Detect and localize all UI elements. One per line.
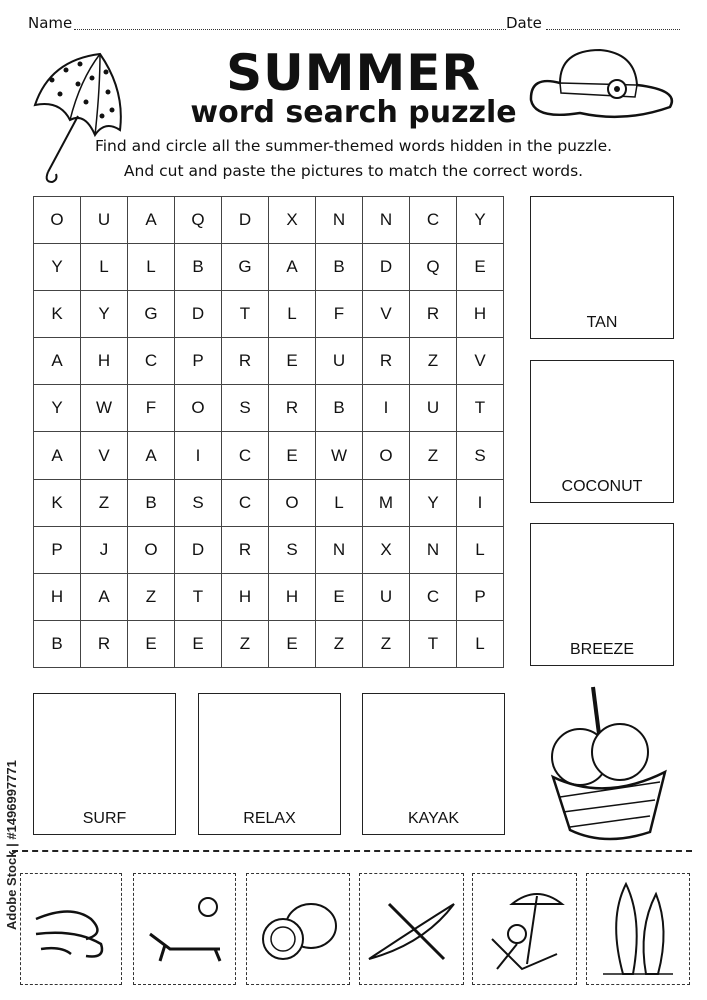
word-label: RELAX bbox=[243, 810, 296, 827]
grid-cell[interactable]: E bbox=[128, 621, 175, 668]
grid-cell[interactable]: M bbox=[363, 480, 410, 527]
grid-cell[interactable]: L bbox=[457, 621, 504, 668]
grid-cell[interactable]: U bbox=[81, 197, 128, 244]
kayak-icon bbox=[364, 889, 459, 969]
grid-cell[interactable]: O bbox=[34, 197, 81, 244]
grid-cell[interactable]: W bbox=[316, 432, 363, 479]
grid-cell[interactable]: E bbox=[316, 574, 363, 621]
grid-cell[interactable]: X bbox=[363, 527, 410, 574]
grid-cell[interactable]: B bbox=[34, 621, 81, 668]
page-subtitle: word search puzzle bbox=[190, 95, 517, 130]
name-label: Name bbox=[28, 14, 73, 32]
grid-cell[interactable]: R bbox=[269, 385, 316, 432]
grid-cell[interactable]: E bbox=[457, 244, 504, 291]
grid-cell[interactable]: E bbox=[269, 432, 316, 479]
grid-cell[interactable]: D bbox=[175, 291, 222, 338]
grid-cell[interactable]: I bbox=[457, 480, 504, 527]
grid-cell[interactable]: T bbox=[410, 621, 457, 668]
grid-cell[interactable]: I bbox=[363, 385, 410, 432]
grid-cell[interactable]: D bbox=[175, 527, 222, 574]
grid-cell[interactable]: H bbox=[34, 574, 81, 621]
grid-cell[interactable]: Q bbox=[410, 244, 457, 291]
cut-card-surf[interactable] bbox=[586, 873, 690, 985]
paste-box-relax[interactable] bbox=[198, 693, 341, 835]
grid-cell[interactable]: O bbox=[269, 480, 316, 527]
grid-cell[interactable]: N bbox=[316, 527, 363, 574]
grid-cell[interactable]: Y bbox=[457, 197, 504, 244]
cut-card-coconut[interactable] bbox=[246, 873, 350, 985]
grid-cell[interactable]: U bbox=[363, 574, 410, 621]
word-label: BREEZE bbox=[569, 641, 634, 658]
grid-cell[interactable]: S bbox=[222, 385, 269, 432]
grid-cell[interactable]: V bbox=[363, 291, 410, 338]
grid-cell[interactable]: F bbox=[128, 385, 175, 432]
grid-cell[interactable]: Q bbox=[175, 197, 222, 244]
paste-box-kayak[interactable] bbox=[362, 693, 505, 835]
grid-cell[interactable]: K bbox=[34, 480, 81, 527]
grid-cell[interactable]: E bbox=[269, 338, 316, 385]
word-label: TAN bbox=[586, 314, 618, 331]
grid-cell[interactable]: H bbox=[81, 338, 128, 385]
grid-cell[interactable]: Z bbox=[410, 338, 457, 385]
grid-cell[interactable]: L bbox=[316, 480, 363, 527]
grid-cell[interactable]: R bbox=[363, 338, 410, 385]
grid-cell[interactable]: P bbox=[34, 527, 81, 574]
grid-cell[interactable]: Z bbox=[410, 432, 457, 479]
grid-cell[interactable]: A bbox=[269, 244, 316, 291]
grid-cell[interactable]: H bbox=[457, 291, 504, 338]
grid-cell[interactable]: H bbox=[269, 574, 316, 621]
word-label: SURF bbox=[82, 810, 127, 827]
grid-cell[interactable]: S bbox=[457, 432, 504, 479]
grid-cell[interactable]: Y bbox=[34, 244, 81, 291]
grid-cell[interactable]: H bbox=[222, 574, 269, 621]
grid-cell[interactable]: C bbox=[410, 197, 457, 244]
paste-box-surf[interactable] bbox=[33, 693, 176, 835]
cut-card-kayak[interactable] bbox=[359, 873, 464, 985]
cut-card-relax[interactable] bbox=[472, 873, 577, 985]
grid-cell[interactable]: U bbox=[410, 385, 457, 432]
grid-cell[interactable]: R bbox=[410, 291, 457, 338]
grid-cell[interactable]: K bbox=[34, 291, 81, 338]
grid-cell[interactable]: A bbox=[34, 338, 81, 385]
grid-cell[interactable]: Z bbox=[316, 621, 363, 668]
grid-cell[interactable]: R bbox=[222, 338, 269, 385]
grid-cell[interactable]: Z bbox=[128, 574, 175, 621]
date-label: Date bbox=[506, 14, 542, 32]
grid-cell[interactable]: B bbox=[316, 244, 363, 291]
grid-cell[interactable]: G bbox=[128, 291, 175, 338]
grid-cell[interactable]: C bbox=[410, 574, 457, 621]
grid-cell[interactable]: S bbox=[175, 480, 222, 527]
instruction-line: Find and circle all the summer-themed words hidden in the puzzle. bbox=[94, 137, 613, 155]
cut-line bbox=[12, 850, 692, 852]
sunbed-icon bbox=[140, 889, 230, 969]
date-field[interactable] bbox=[546, 18, 680, 30]
grid-cell[interactable]: L bbox=[128, 244, 175, 291]
grid-cell[interactable]: E bbox=[269, 621, 316, 668]
grid-cell[interactable]: I bbox=[175, 432, 222, 479]
cut-card-wind[interactable] bbox=[20, 873, 122, 985]
surfboards-icon bbox=[598, 879, 678, 979]
grid-cell[interactable]: Y bbox=[81, 291, 128, 338]
grid-cell[interactable]: Z bbox=[222, 621, 269, 668]
grid-cell[interactable]: V bbox=[457, 338, 504, 385]
grid-cell[interactable]: C bbox=[222, 480, 269, 527]
grid-cell[interactable]: G bbox=[222, 244, 269, 291]
grid-cell[interactable]: L bbox=[457, 527, 504, 574]
grid-cell[interactable]: C bbox=[128, 338, 175, 385]
word-search-grid bbox=[33, 196, 504, 668]
ice-cream-icon bbox=[545, 682, 670, 852]
grid-cell[interactable]: T bbox=[222, 291, 269, 338]
grid-cell[interactable]: S bbox=[269, 527, 316, 574]
side-watermark: Adobe Stock | #1496997771 bbox=[4, 760, 19, 930]
grid-cell[interactable]: N bbox=[316, 197, 363, 244]
grid-cell[interactable]: A bbox=[128, 197, 175, 244]
grid-cell[interactable]: F bbox=[316, 291, 363, 338]
grid-cell[interactable]: A bbox=[128, 432, 175, 479]
grid-cell[interactable]: A bbox=[34, 432, 81, 479]
grid-cell[interactable]: Z bbox=[81, 480, 128, 527]
grid-cell[interactable]: U bbox=[316, 338, 363, 385]
paste-box-tan[interactable] bbox=[530, 196, 674, 339]
grid-cell[interactable]: R bbox=[81, 621, 128, 668]
paste-box-coconut[interactable] bbox=[530, 360, 674, 503]
paste-box-breeze[interactable] bbox=[530, 523, 674, 666]
grid-cell[interactable]: O bbox=[175, 385, 222, 432]
grid-cell[interactable]: B bbox=[316, 385, 363, 432]
grid-cell[interactable]: B bbox=[175, 244, 222, 291]
grid-cell[interactable]: Z bbox=[363, 621, 410, 668]
grid-cell[interactable]: V bbox=[81, 432, 128, 479]
grid-cell[interactable]: L bbox=[81, 244, 128, 291]
name-field[interactable] bbox=[74, 18, 506, 30]
grid-cell[interactable]: D bbox=[222, 197, 269, 244]
grid-cell[interactable]: T bbox=[457, 385, 504, 432]
beach-chair-boy-icon bbox=[477, 884, 572, 974]
grid-cell[interactable]: B bbox=[128, 480, 175, 527]
grid-cell[interactable]: L bbox=[269, 291, 316, 338]
grid-cell[interactable]: J bbox=[81, 527, 128, 574]
grid-cell[interactable]: D bbox=[363, 244, 410, 291]
grid-cell[interactable]: O bbox=[128, 527, 175, 574]
page-title: SUMMER bbox=[226, 44, 481, 102]
grid-cell[interactable]: Y bbox=[34, 385, 81, 432]
grid-cell[interactable]: E bbox=[175, 621, 222, 668]
grid-cell[interactable]: W bbox=[81, 385, 128, 432]
grid-cell[interactable]: T bbox=[175, 574, 222, 621]
grid-cell[interactable]: C bbox=[222, 432, 269, 479]
grid-cell[interactable]: N bbox=[363, 197, 410, 244]
cut-card-sunbed[interactable] bbox=[133, 873, 236, 985]
word-label: KAYAK bbox=[408, 810, 459, 827]
word-label: COCONUT bbox=[561, 478, 643, 495]
instruction-line: And cut and paste the pictures to match the correct words. bbox=[123, 162, 584, 180]
grid-cell[interactable]: Y bbox=[410, 480, 457, 527]
grid-cell[interactable]: X bbox=[269, 197, 316, 244]
grid-cell[interactable]: A bbox=[81, 574, 128, 621]
grid-cell[interactable]: R bbox=[222, 527, 269, 574]
grid-cell[interactable]: O bbox=[363, 432, 410, 479]
grid-cell[interactable]: N bbox=[410, 527, 457, 574]
grid-cell[interactable]: P bbox=[457, 574, 504, 621]
grid-cell[interactable]: P bbox=[175, 338, 222, 385]
wind-icon bbox=[31, 894, 111, 964]
coconut-icon bbox=[253, 894, 343, 964]
